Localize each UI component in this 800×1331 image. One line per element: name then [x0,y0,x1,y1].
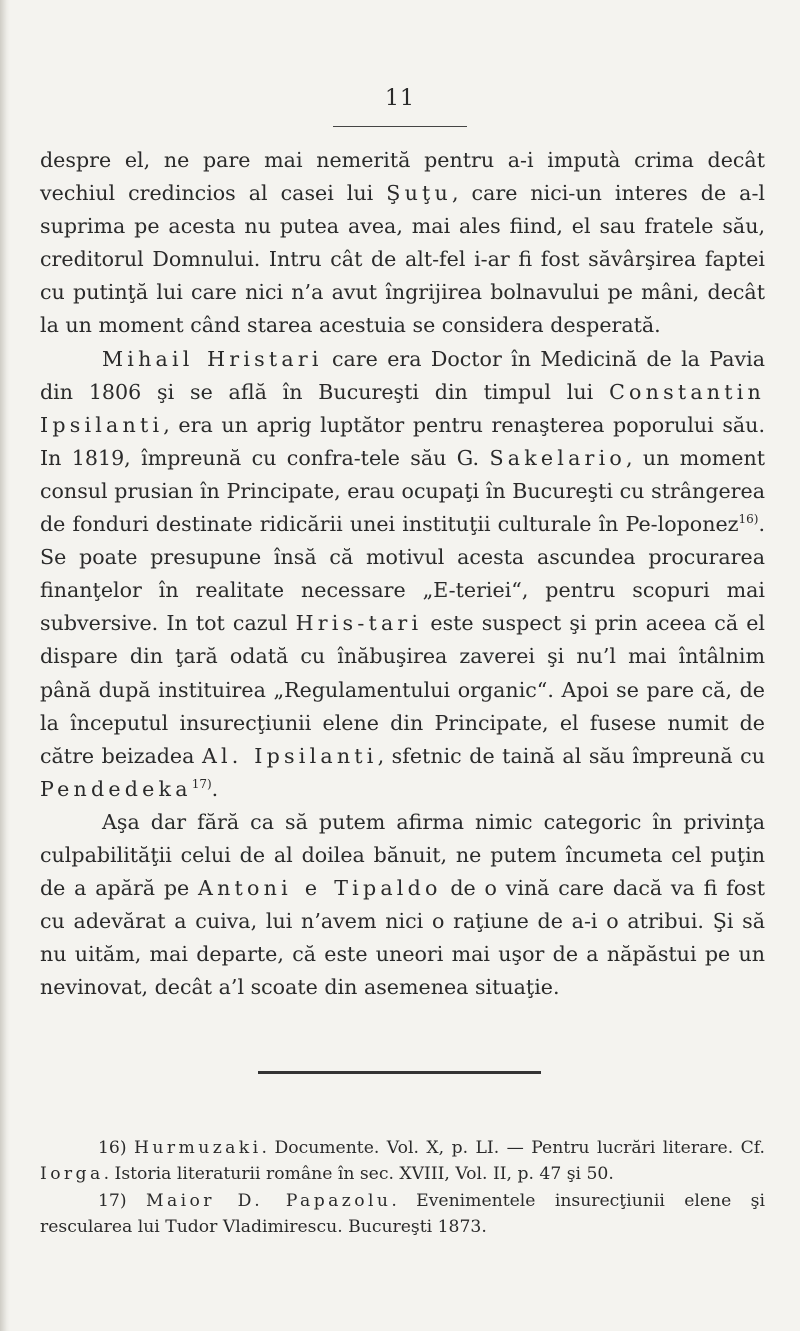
text-run: 16) [98,1138,135,1158]
spaced-name: Hris-tari [295,611,423,636]
text-run: , sfetnic de taină al său împreună cu [377,743,765,768]
spaced-name: Pendedeka [40,776,192,801]
spaced-name: Sakelario [489,445,626,470]
text-run: este suspect şi prin aceea că el dispare din ţară odată cu înăbuşirea zaverei şi nu’l mai întâlnim până după instituirea „Regulamentului organic“. Apoi se pare că, de la începutul insurecţiunii elene din Principate, el fusese numit de către beizadea [40,611,766,768]
text-run: de o vină care dacă va fi fost cu adevărat a cuiva, lui n’avem nici o raţiune de a-i o atribui. Şi să nu uităm, mai departe, că este uneori mai uşor de a năpăstui pe un nevinovat, decât a’l scoate din asemenea situaţie. [40,876,765,1000]
paragraph-1 [40,144,765,343]
spaced-name: Antoni e Tipaldo [198,876,442,901]
footnotes [40,1135,765,1241]
text-run: Aşa dar fără ca să putem afirma nimic categoric în privinţa culpabilităţii celui de al doilea bănuit, ne putem încumeta cel puţin de a apără pe [40,809,765,901]
footnote-rule [258,1071,541,1074]
text-run: . Documente. Vol. X, p. LI. — Pentru lucrări literare. Cf. [261,1138,765,1158]
page-number: 11 [385,86,415,111]
paragraph-3 [40,806,765,1005]
text-run: , care nici-un interes de a-l suprima pe acesta nu putea avea, mai ales fiind, el sau fratele său, creditorul Domnului. Intru cât de alt-fel i-ar fi fost săvârşirea faptei cu putinţă lui care nici n’a avut îngrijirea bolnavului pe mâni, decât la un moment când starea acestuia se considera desperată. [40,181,765,338]
page-edge-shadow [0,0,10,1331]
header-rule [333,126,467,127]
spaced-name: Al. Ipsilanti [201,743,378,768]
text-run: . Evenimentele insurecţiunii elene şi resculareа lui Tudor Vladimirescu. Bucureşti 1873. [40,1190,765,1238]
spaced-name: Şuţu [386,181,452,206]
spaced-name: Mihail Hristari [102,346,323,371]
spaced-name: Maior D. Papazolu [145,1190,392,1211]
text-run: . Istoria literaturii române în sec. XVIII, Vol. II, p. 47 şi 50. [103,1164,614,1185]
text-run: , era un aprig luptător pentru renaşterea poporului său. In 1819, împreună cu confra-tele său G. [40,412,765,470]
footnote-17 [40,1188,765,1241]
footnote-16 [40,1135,765,1188]
text-run: despre el, ne pare mai nemerită pentru a-i imputà crima decât vechiul credincios al casei lui [40,148,765,206]
text-run: care era Doctor în Medicină de la Pavia din 1806 şi se află în Bucureşti din timpul lui [40,346,765,404]
text-run: , un moment consul prusian în Principate, erau ocupaţi în Bucureşti cu strângerea de fonduri destinate ridicării unei instituţii culturale în Pe-loponez [40,445,765,537]
text-run: . [211,776,219,801]
spaced-name: Iorga [40,1164,104,1185]
paragraph-2 [40,343,765,806]
text-run: 17) [98,1190,146,1211]
spaced-name: Constantin Ipsilanti [40,379,765,437]
footnote-ref: 17) [191,776,212,791]
text-run: . Se poate presupune însă că motivul acesta ascundea procurarea finanţelor în realitate necessare „E-teriei“, pentru scopuri mai subversive. In tot cazul [40,512,765,636]
footnote-ref: 16) [738,512,759,527]
spaced-name: Hurmuzaki [134,1138,262,1158]
body-text [40,144,765,1004]
